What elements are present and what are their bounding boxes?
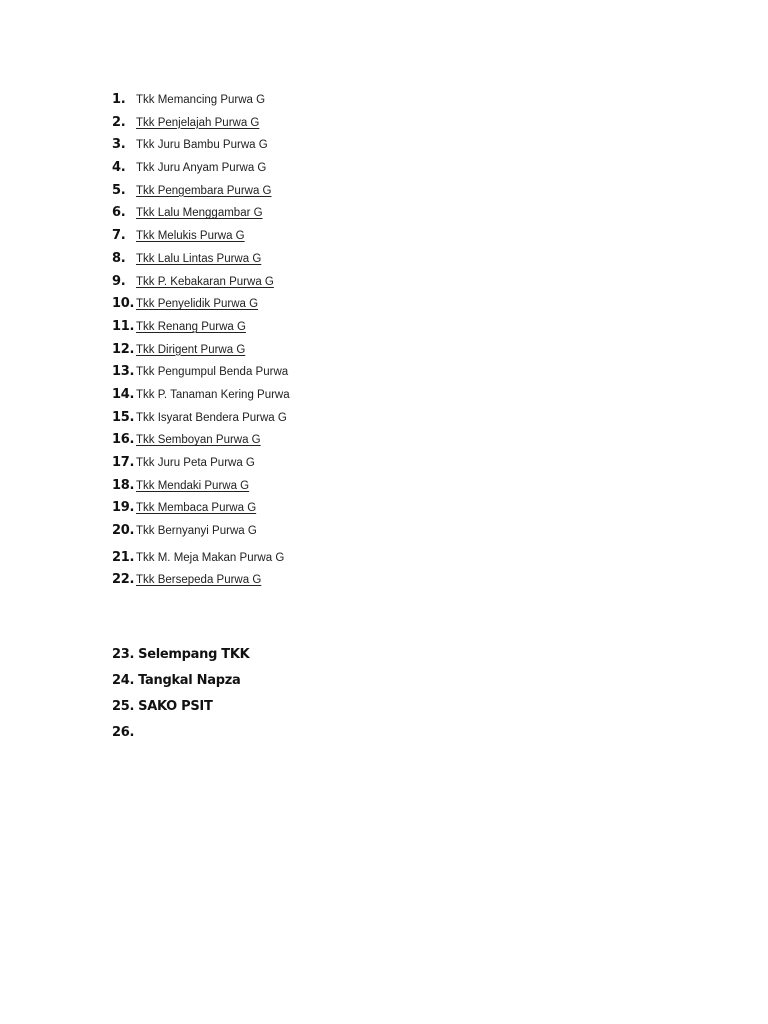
item-number: 20. xyxy=(112,523,135,539)
item-label: Tangkal Napza xyxy=(138,673,241,688)
list-item xyxy=(112,251,532,274)
item-label: Tkk Memancing Purwa G xyxy=(136,94,266,106)
extra-list-item xyxy=(112,725,532,751)
item-link[interactable]: Tkk Lalu Lintas Purwa G xyxy=(136,252,262,265)
list-item xyxy=(112,92,532,115)
item-number: 16. xyxy=(112,432,135,448)
item-link[interactable]: Tkk Pengembara Purwa G xyxy=(136,184,272,197)
item-number: 5. xyxy=(112,182,126,198)
item-link[interactable]: Tkk Dirigent Purwa G xyxy=(136,343,246,356)
list-item xyxy=(112,160,532,183)
list-item xyxy=(112,455,532,478)
item-number: 21. xyxy=(112,549,135,565)
item-number: 26. xyxy=(112,725,135,740)
item-link[interactable]: Tkk Bersepeda Purwa G xyxy=(136,574,262,587)
item-number: 19. xyxy=(112,500,135,516)
list-item xyxy=(112,205,532,228)
item-number: 14. xyxy=(112,386,135,402)
item-number: 1. xyxy=(112,92,126,107)
item-number: 4. xyxy=(112,160,126,176)
item-number: 8. xyxy=(112,250,126,266)
list-item xyxy=(112,183,532,206)
item-label: Selempang TKK xyxy=(138,647,250,662)
list-item xyxy=(112,572,532,595)
list-item xyxy=(112,500,532,523)
item-link[interactable]: Tkk Penyelidik Purwa G xyxy=(136,298,259,311)
item-link[interactable]: Tkk Penjelajah Purwa G xyxy=(136,116,260,129)
list-item xyxy=(112,115,532,138)
item-number: 6. xyxy=(112,205,126,221)
list-item xyxy=(112,432,532,455)
item-link[interactable]: Tkk P. Kebakaran Purwa G xyxy=(136,275,274,288)
item-link[interactable]: Tkk Mendaki Purwa G xyxy=(136,479,250,492)
item-number: 9. xyxy=(112,273,126,289)
list-item xyxy=(112,387,532,410)
item-number: 7. xyxy=(112,228,126,244)
item-label: Tkk Pengumpul Benda Purwa xyxy=(136,366,289,379)
item-label: Tkk Juru Anyam Purwa G xyxy=(136,162,267,175)
list-item xyxy=(112,478,532,501)
item-number: 10. xyxy=(112,296,135,312)
list-item xyxy=(112,274,532,297)
tkk-list xyxy=(112,92,532,595)
item-link[interactable]: Tkk Semboyan Purwa G xyxy=(136,434,261,447)
item-number: 18. xyxy=(112,477,135,493)
list-item xyxy=(112,550,532,573)
item-label: Tkk P. Tanaman Kering Purwa xyxy=(136,388,290,401)
item-number: 3. xyxy=(112,137,126,153)
item-label: Tkk Isyarat Bendera Purwa G xyxy=(136,411,287,424)
item-number: 24. xyxy=(112,673,135,688)
item-label: SAKO PSIT xyxy=(138,699,213,714)
item-number: 23. xyxy=(112,647,135,662)
item-number: 13. xyxy=(112,364,135,380)
item-label: Tkk M. Meja Makan Purwa G xyxy=(136,551,285,564)
list-item xyxy=(112,137,532,160)
list-item xyxy=(112,342,532,365)
item-number: 11. xyxy=(112,318,135,334)
item-number: 17. xyxy=(112,455,135,470)
item-number: 12. xyxy=(112,341,135,357)
list-item xyxy=(112,296,532,319)
item-number: 25. xyxy=(112,699,135,714)
item-label: Tkk Bernyanyi Purwa G xyxy=(136,525,257,538)
item-label: Tkk Juru Bambu Purwa G xyxy=(136,139,268,152)
extra-list-item xyxy=(112,699,532,725)
list-item xyxy=(112,523,532,546)
item-link[interactable]: Tkk Melukis Purwa G xyxy=(136,230,245,243)
item-link[interactable]: Tkk Lalu Menggambar G xyxy=(136,207,263,220)
list-item xyxy=(112,228,532,251)
item-label: Tkk Juru Peta Purwa G xyxy=(136,457,255,469)
list-item xyxy=(112,364,532,387)
extra-items-list xyxy=(112,647,532,751)
extra-list-item xyxy=(112,647,532,673)
item-link[interactable]: Tkk Renang Purwa G xyxy=(136,320,246,333)
extra-list-item xyxy=(112,673,532,699)
item-number: 15. xyxy=(112,409,135,425)
item-link[interactable]: Tkk Membaca Purwa G xyxy=(136,502,257,515)
item-number: 22. xyxy=(112,572,135,588)
item-number: 2. xyxy=(112,114,126,130)
list-item xyxy=(112,319,532,342)
list-item xyxy=(112,410,532,433)
